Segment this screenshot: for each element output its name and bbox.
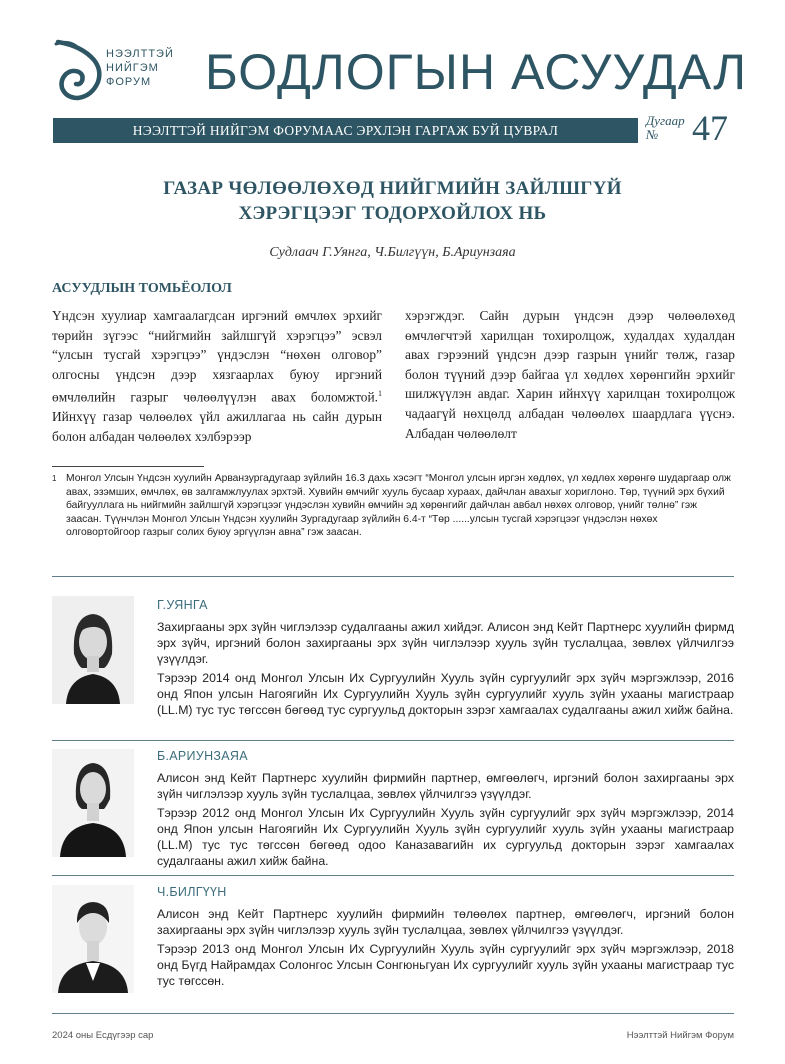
logo-line-1: НЭЭЛТТЭЙ xyxy=(106,48,174,60)
issue-label xyxy=(646,114,694,142)
body-paragraph-left xyxy=(52,306,382,444)
divider-footer xyxy=(52,1013,734,1014)
body-text-left-a: Үндсэн хуулиар хамгаалагдсан иргэний өмчлөх эрхийг төрийн зүгээс “нийгмийн зайлшгүй хэрэгцээ” эсвэл “улсын тусгай хэрэгцээ” үндэслэн “нөхөн олговор” олгосны үндсэн дээр хязгаарлах буюу иргэний өмчлөлийн газрыг чөлөөлүүлэн авах боломжтой. xyxy=(52,308,382,405)
avatar-bilguun xyxy=(52,885,134,993)
article-authors: Судлаач Г.Уянга, Ч.Билгүүн, Б.Ариунзаяа xyxy=(269,245,516,260)
divider-bio-2 xyxy=(52,875,734,876)
article-title-line-1: ГАЗАР ЧӨЛӨӨЛӨХӨД НИЙГМИЙН ЗАЙЛШГҮЙ xyxy=(163,178,622,199)
footnote-mark: 1 xyxy=(52,474,57,483)
portrait-icon xyxy=(52,596,134,704)
avatar-ariunzaya xyxy=(52,749,134,857)
bio-name: Ч.БИЛГҮҮН xyxy=(157,885,227,899)
issue-number: 47 xyxy=(692,108,728,148)
issue-label-word: Дугаар xyxy=(646,113,685,128)
bio-name: Б.АРИУНЗАЯА xyxy=(157,749,248,763)
logo xyxy=(52,36,212,106)
footnote-ref[interactable]: 1 xyxy=(378,389,382,399)
footnote-rule xyxy=(52,466,204,467)
issue-label-sign: № xyxy=(646,127,659,142)
avatar-uyanga xyxy=(52,596,134,704)
bio-paragraph: Тэрээр 2012 онд Монгол Улсын Их Сургуулийн Хууль зүйн сургуулийг эрх зүйч мэргэжлээр, 2014 онд Япон улсын Нагоягийн Их Сургуулийн Хууль зүйн сургуулийг хууль зүйн ухааны магистраар (LL.M) тус тус төгссөн бөгөөд одоо Каназавагийн их сургуульд докторын зэрэг хамгаалах судалгааны ажил хийж байна. xyxy=(157,806,734,869)
bio-paragraph: Тэрээр 2014 онд Монгол Улсын Их Сургуулийн Хууль зүйн сургуулийг эрх зүйч мэргэжлээр, 2016 онд Япон улсын Нагоягийн Их Сургуулийн Хууль зүйн сургуулийг хууль зүйн ухааны магистраар (LL.M) тус тус төгссөн бөгөөд тус сургуульд докторын зэрэг хамгаалах судалгааны ажил хийж байна. xyxy=(157,671,734,718)
footnote xyxy=(52,472,734,540)
bio-paragraph: Алисон энд Кейт Партнерс хуулийн фирмийн төлөөлөх партнер, өмгөөлөгч, иргэний болон захиргааны эрх зүйн чиглэлээр хууль зүйн туслалцаа, зөвлөх үйлчилгээ үзүүлдэг. xyxy=(157,907,734,938)
body-column-right xyxy=(405,306,735,444)
body-paragraph-right: хэрэгждэг. Сайн дурын үндсэн дээр чөлөөлөхөд өмчлөгчтэй харилцан тохиролцож, худалдах худалдан авах гэрээний үндсэн дээр газрын үнийг төлж, газар болон түүний дээр байгаа үл хөдлөх хөрөнгийн эрхийг шилжүүлэн авдаг. Харин ийнхүү харилцан тохиролцож чадаагүй нөхцөлд албадан чөлөөлөх шаардлага үүснэ. Албадан чөлөөлөлт xyxy=(405,308,735,441)
bio-ariunzaya xyxy=(157,749,734,873)
footer-publisher: Нээлттэй Нийгэм Форум xyxy=(626,1030,734,1041)
footnote-text: Монгол Улсын Үндсэн хуулийн Арванзургадугаар зүйлийн 16.3 дахь хэсэгт “Монгол улсын иргэн хөдлөх, үл хөдлөх хөрөнгө шударгаар олж авах, эзэмших, өмчлөх, өв залгамжлуулах эрхтэй. Хувийн өмчийг хууль бусаар хураах, дайчлан авахыг хориглоно. Төр, түүний эрх бүхий байгууллага нь нийгмийн зайлшгүй хэрэгцээг үндэслэн хувийн өмчийн эд хөрөнгийг дайчлан авбал нөхөх олговор, үнийг төлнө” гэж заасан. Түүнчлэн Монгол Улсын Үндсэн хуулийн Зургадугаар зүйлийн 6.4-т “Төр ......улсын тусгай хэрэгцээг үндэслэн нөхөх олговортойгоор газрыг солих буюу эргүүлэн авна” гэж заасан. xyxy=(66,473,731,539)
divider-top xyxy=(52,576,734,577)
bio-paragraph: Алисон энд Кейт Партнерс хуулийн фирмийн партнер, өмгөөлөгч, иргэний болон захиргааны эрх зүйн чиглэлээр хууль зүйн туслалцаа, зөвлөх үйлчилгээ үзүүлдэг. xyxy=(157,771,734,802)
masthead-title: БОДЛОГЫН АСУУДАЛ xyxy=(205,44,748,100)
section-heading: АСУУДЛЫН ТОМЬЁОЛОЛ xyxy=(52,281,232,296)
article-title-line-2: ХЭРЭГЦЭЭГ ТОДОРХОЙЛОХ НЬ xyxy=(238,203,547,224)
logo-swirl-icon xyxy=(52,36,108,106)
portrait-icon xyxy=(52,749,134,857)
divider-bio-1 xyxy=(52,740,734,741)
article-title xyxy=(60,176,725,226)
bio-paragraph: Захиргааны эрх зүйн чиглэлээр судалгааны ажил хийдэг. Алисон энд Кейт Партнерс хуулийн фирмд эрх зүйч, иргэний болон захиргааны эрх зүйн чиглэлээр хууль зүйн туслалцаа, зөвлөх үйлчилгээ үзүүлдэг. xyxy=(157,620,734,667)
body-text-left-b: Ийнхүү газар чөлөөлөх үйл ажиллагаа нь сайн дурын болон албадан чөлөөлөх хэлбэрээр xyxy=(52,409,382,444)
bio-paragraph: Тэрээр 2013 онд Монгол Улсын Их Сургуулийн Хууль зүйн сургуулийг эрх зүйч мэргэжлээр, 2018 онд Бүгд Найрамдах Солонгос Улсын Сонгюньгуан Их сургуулийг хууль зүйн ухааны магистраар тус тус төгссөн. xyxy=(157,942,734,989)
body-column-left xyxy=(52,306,382,444)
footer-date: 2024 оны Есдүгээр сар xyxy=(52,1030,154,1041)
bio-bilguun xyxy=(157,885,734,992)
logo-line-3: ФОРУМ xyxy=(106,76,152,88)
bio-uyanga xyxy=(157,598,734,722)
logo-line-2: НИЙГЭМ xyxy=(106,62,159,74)
series-banner: НЭЭЛТТЭЙ НИЙГЭМ ФОРУМААС ЭРХЛЭН ГАРГАЖ БУЙ ЦУВРАЛ xyxy=(53,118,638,143)
bio-name: Г.УЯНГА xyxy=(157,598,208,612)
portrait-icon xyxy=(52,885,134,993)
